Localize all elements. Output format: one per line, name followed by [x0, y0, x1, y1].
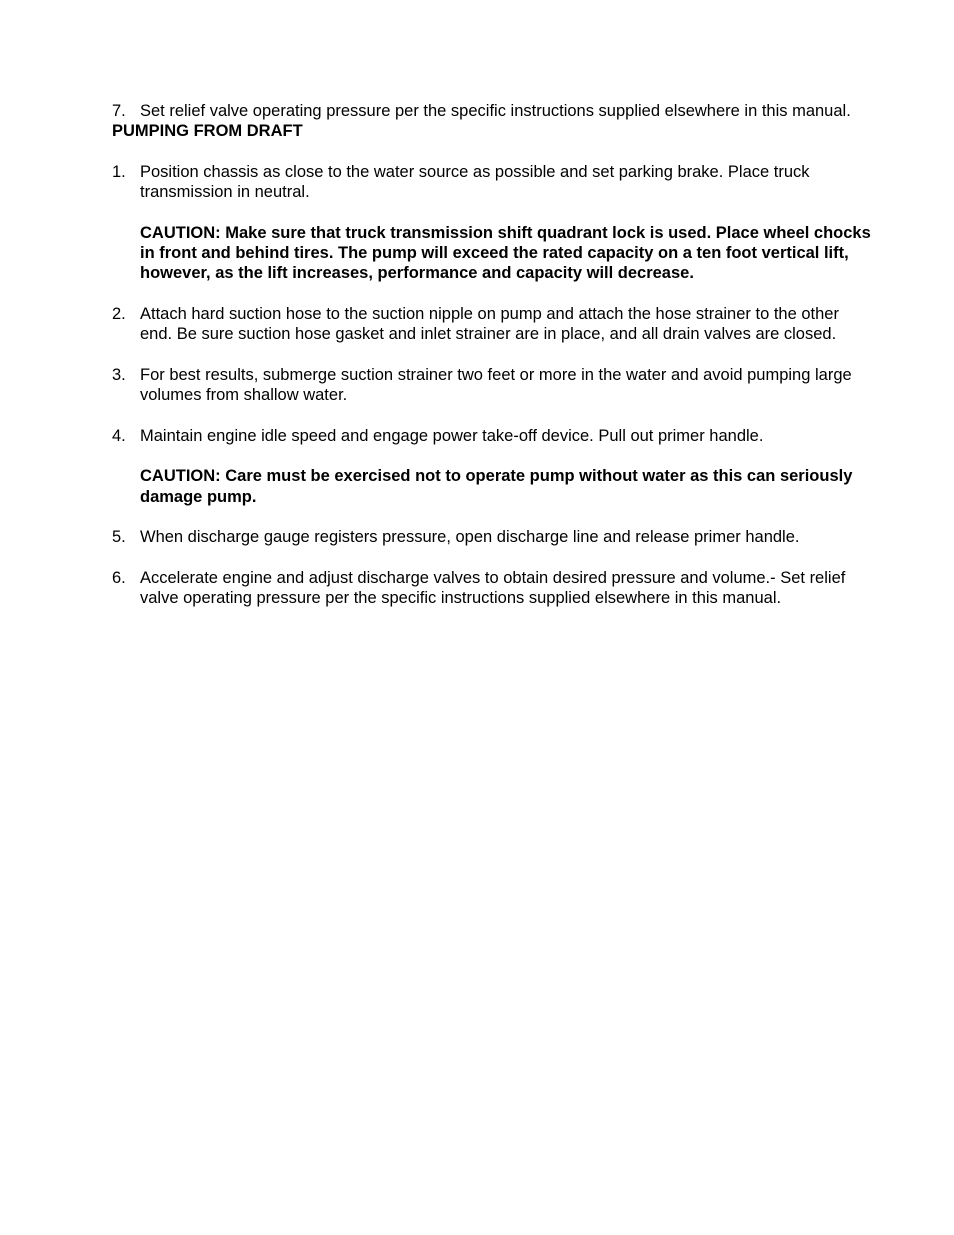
list-text: For best results, submerge suction strainer two feet or more in the water and avoid pumping large volumes from shallow water.	[140, 365, 852, 405]
list-text: Position chassis as close to the water source as possible and set parking brake. Place truck transmission in neutral.	[140, 162, 810, 202]
spacer	[112, 284, 872, 304]
list-number: 3.	[112, 365, 126, 384]
caution-note: CAUTION: Care must be exercised not to operate pump without water as this can seriously damage pump.	[140, 467, 853, 506]
document-page	[112, 101, 872, 608]
spacer	[112, 142, 872, 162]
list-item-7	[112, 101, 872, 121]
spacer	[112, 548, 872, 568]
spacer	[112, 507, 872, 527]
list-text: Set relief valve operating pressure per the specific instructions supplied elsewhere in this manual.	[140, 102, 851, 120]
spacer	[112, 405, 872, 425]
list-text: Maintain engine idle speed and engage power take-off device. Pull out primer handle.	[140, 426, 764, 445]
list-item-6	[112, 568, 872, 609]
spacer	[112, 446, 872, 466]
list-item-5	[112, 527, 872, 547]
list-text: Attach hard suction hose to the suction nipple on pump and attach the hose strainer to the other end. Be sure suction hose gasket and inlet strainer are in place, and all drain valves are closed.	[140, 304, 839, 344]
list-number: 5.	[112, 528, 126, 547]
list-item-1	[112, 162, 872, 203]
list-text: When discharge gauge registers pressure, open discharge line and release primer handle.	[140, 528, 800, 547]
list-item-4	[112, 426, 872, 446]
list-number: 2.	[112, 304, 126, 323]
list-number: 1.	[112, 162, 126, 181]
list-number: 6.	[112, 568, 126, 587]
list-item-3	[112, 365, 872, 406]
spacer	[112, 202, 872, 222]
list-text: Accelerate engine and adjust discharge valves to obtain desired pressure and volume.- Set relief valve operating pressure per the specific instructions supplied elsewhere in this manual.	[140, 568, 846, 608]
list-number: 7.	[112, 102, 126, 120]
section-heading: PUMPING FROM DRAFT	[112, 122, 303, 141]
list-item-2	[112, 304, 872, 345]
list-number: 4.	[112, 426, 126, 445]
caution-note: CAUTION: Make sure that truck transmission shift quadrant lock is used. Place wheel chocks in front and behind tires. The pump will exceed the rated capacity on a ten foot vertical lift, however, as the lift increases, performance and capacity will decrease.	[140, 223, 871, 283]
spacer	[112, 345, 872, 365]
